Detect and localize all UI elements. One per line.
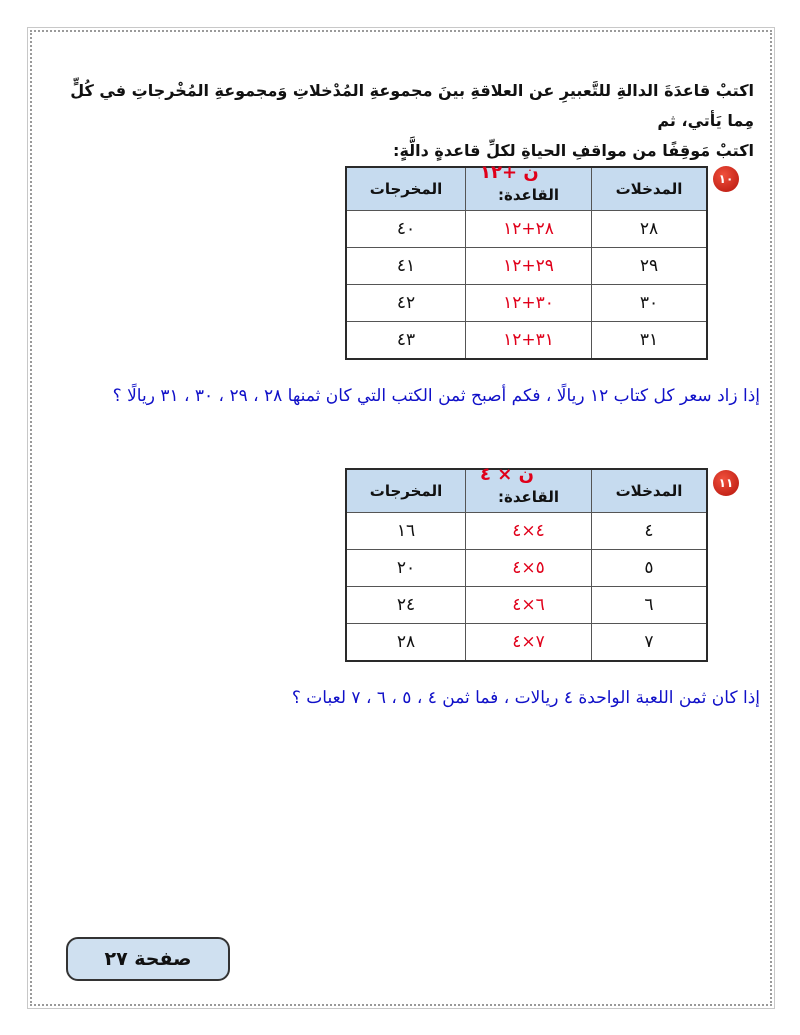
rule-cell [466,624,592,662]
table-row [346,513,707,550]
header-outputs: المخرجات [346,469,466,513]
table-row [346,211,707,248]
output-cell: ٢٤ [346,587,466,624]
input-cell: ٢٨ [592,211,708,248]
question-10: إذا زاد سعر كل كتاب ١٢ ريالًا ، فكم أصبح ثمن الكتب التي كان ثمنها ٢٨ ، ٢٩ ، ٣٠ ، ٣١ ريالًا ؟ [112,386,760,406]
output-cell: ٤١ [346,248,466,285]
function-table-10 [345,162,708,360]
header-rule-label: القاعدة: [498,488,559,506]
input-cell: ٢٩ [592,248,708,285]
handwritten-answer: ٢٨+١٢ [503,219,554,239]
input-cell: ٣٠ [592,285,708,322]
input-cell: ٤ [592,513,708,550]
output-cell: ٤٢ [346,285,466,322]
page-number-label: صفحة ٢٧ [66,937,230,981]
output-cell: ١٦ [346,513,466,550]
handwritten-answer: ٣٠+١٢ [503,293,554,313]
handwritten-rule: ن +١٢ [480,162,539,183]
exercise-number-badge: ١٠ [713,166,739,192]
instructions-line-1: اكتبْ قاعدَةَ الدالةِ للتَّعبيرِ عن العلاقةِ بينَ مجموعةِ المُدْخلاتِ وَمجموعةِ المُخْرجاتِ في كُلٍّ مِما يَأتي، ثم [70,81,754,130]
rule-cell [466,211,592,248]
output-cell: ٤٣ [346,322,466,360]
header-rule [466,464,592,513]
handwritten-rule: ن × ٤ [480,464,534,485]
handwritten-answer: ٦×٤ [512,595,545,615]
rule-cell [466,550,592,587]
handwritten-answer: ٥×٤ [512,558,545,578]
table-row [346,248,707,285]
table-row [346,624,707,662]
handwritten-answer: ٤×٤ [512,521,545,541]
exercise-number-badge: ١١ [713,470,739,496]
function-table-11 [345,464,708,662]
handwritten-answer: ٣١+١٢ [503,330,554,350]
rule-cell [466,322,592,360]
output-cell: ٤٠ [346,211,466,248]
table-row [346,550,707,587]
output-cell: ٢٨ [346,624,466,662]
input-cell: ٣١ [592,322,708,360]
rule-cell [466,587,592,624]
instructions-line-2: اكتبْ مَوقِفًا من مواقفِ الحياةِ لكلِّ قاعدةٍ دالَّةٍ: [393,141,754,160]
input-cell: ٧ [592,624,708,662]
header-inputs: المدخلات [592,167,708,211]
question-11: إذا كان ثمن اللعبة الواحدة ٤ ريالات ، فما ثمن ٤ ، ٥ ، ٦ ، ٧ لعبات ؟ [291,688,760,708]
table-row [346,285,707,322]
header-rule [466,162,592,211]
header-rule-label: القاعدة: [498,186,559,204]
header-outputs: المخرجات [346,167,466,211]
input-cell: ٦ [592,587,708,624]
rule-cell [466,285,592,322]
table-row [346,587,707,624]
rule-cell [466,513,592,550]
header-inputs: المدخلات [592,469,708,513]
handwritten-answer: ٧×٤ [512,632,545,652]
instructions [54,76,754,166]
input-cell: ٥ [592,550,708,587]
output-cell: ٢٠ [346,550,466,587]
rule-cell [466,248,592,285]
table-row [346,322,707,360]
handwritten-answer: ٢٩+١٢ [503,256,554,276]
